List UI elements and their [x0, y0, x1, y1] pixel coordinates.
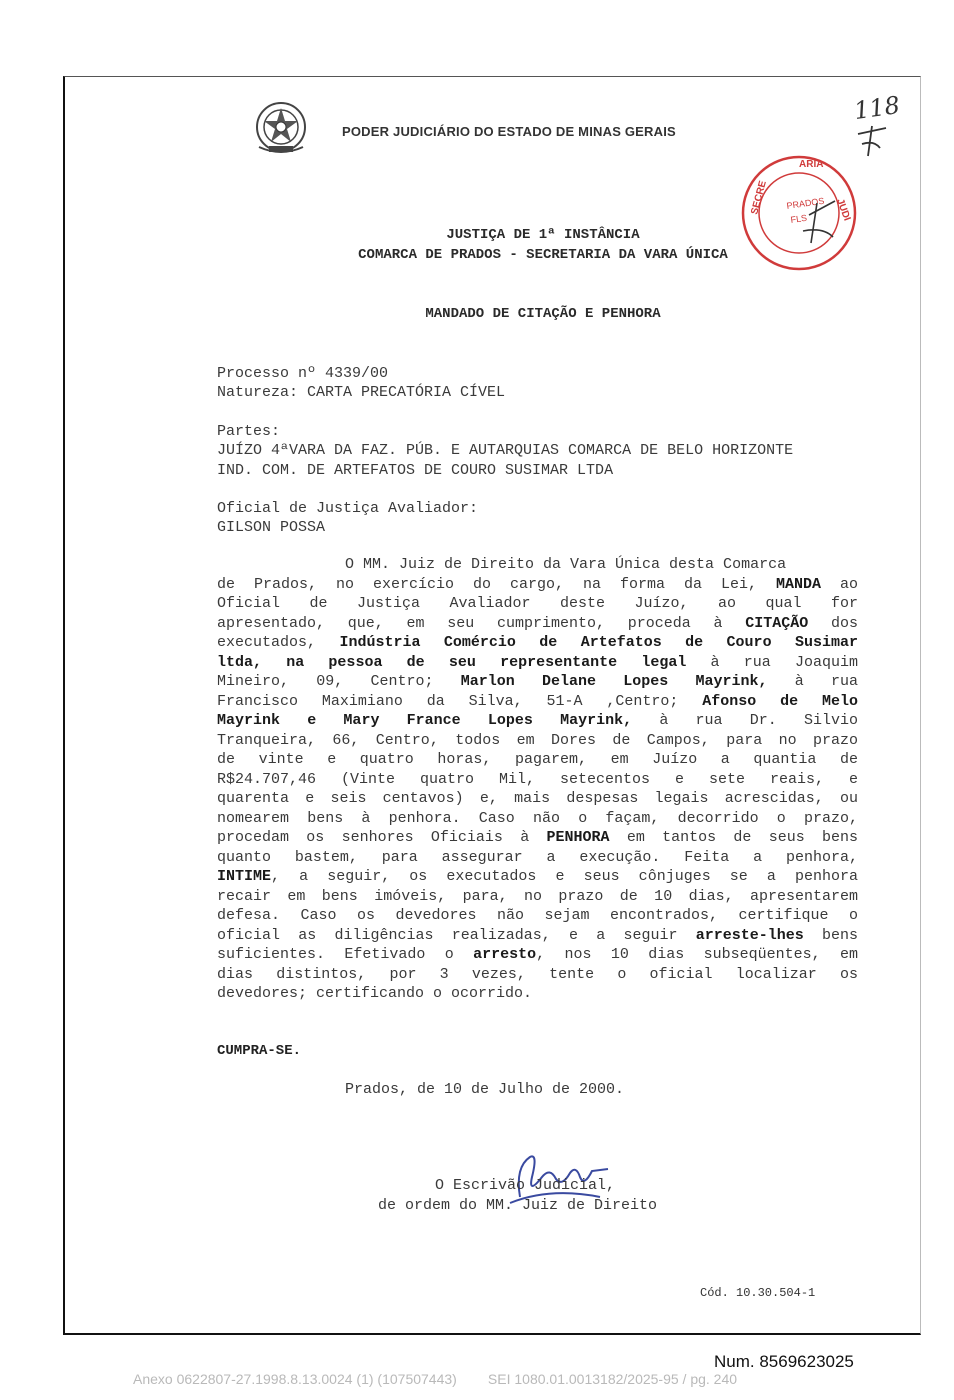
- officer-label: Oficial de Justiça Avaliador:: [217, 500, 479, 517]
- process-nature: Natureza: CARTA PRECATÓRIA CÍVEL: [217, 384, 506, 402]
- body-line: nomearem bens à penhora. Caso não o façam, decorrido o prazo,: [217, 809, 858, 827]
- body-line: defesa. Caso os devedores não sejam encontrados, certifique o: [217, 907, 858, 924]
- svg-text:SECRE: SECRE: [749, 179, 769, 216]
- body-line: dias distintos, por 3 vezes, tente o oficial localizar os: [217, 965, 858, 983]
- officer-name: GILSON POSSA: [217, 519, 326, 537]
- body-line: oficial as diligências realizadas, e a seguir arreste-lhes bens: [217, 926, 858, 944]
- parties-label: Partes:: [217, 423, 281, 440]
- body-line: O MM. Juiz de Direito da Vara Única desta Comarca: [345, 556, 787, 573]
- instance-title: JUSTIÇA DE 1ª INSTÂNCIA: [446, 227, 640, 243]
- body-line: R$24.707,46 (Vinte quatro Mil, setecentos e sete reais, e: [217, 770, 858, 788]
- officer-info: [217, 499, 858, 538]
- svg-text:ARIA: ARIA: [799, 159, 824, 170]
- body-line: Tranqueira, 66, Centro, todos em Dores de Campos, para no prazo: [217, 731, 858, 749]
- document-type-title: MANDADO DE CITAÇÃO E PENHORA: [425, 306, 661, 322]
- body-line: Oficial de Justiça Avaliador deste Juízo, ao qual for: [217, 595, 858, 612]
- party-plaintiff: JUÍZO 4ªVARA DA FAZ. PÚB. E AUTARQUIAS COMARCA DE BELO HORIZONTE: [217, 442, 794, 460]
- form-code: Cód. 10.30.504-1: [700, 1286, 816, 1300]
- body-line: quarenta e seis centavos) e, mais despesas legais acrescidas, ou: [217, 790, 858, 807]
- body-line: devedores; certificando o ocorrido.: [217, 985, 533, 1002]
- court-header: PODER JUDICIÁRIO DO ESTADO DE MINAS GERAIS: [342, 124, 676, 139]
- body-line: Mineiro, 09, Centro; Marlon Delane Lopes Mayrink, à rua: [217, 673, 858, 690]
- document-date: Prados, de 10 de Julho de 2000.: [345, 1081, 625, 1098]
- process-info: [217, 364, 858, 403]
- svg-text:JUDI: JUDI: [834, 197, 853, 223]
- svg-text:PRADOS: PRADOS: [785, 195, 825, 211]
- body-line: INTIME, a seguir, os executados e seus cônjuges se a penhora: [217, 868, 858, 885]
- clerk-order-line: de ordem do MM. Juiz de Direito: [378, 1197, 658, 1214]
- body-line: ltda, na pessoa de seu representante legal à rua Joaquim: [217, 653, 858, 671]
- cumpra-se: CUMPRA-SE.: [217, 1043, 302, 1059]
- process-number: Processo nº 4339/00: [217, 365, 389, 382]
- document-page: [63, 76, 921, 1335]
- body-line: executados, Indústria Comércio de Artefatos de Couro Susimar: [217, 634, 858, 651]
- body-line: apresentado, que, em seu cumprimento, proceda à CITAÇÃO dos: [217, 614, 858, 632]
- body-line: de Prados, no exercício do cargo, na forma da Lei, MANDA ao: [217, 575, 858, 593]
- body-line: Mayrink e Mary France Lopes Mayrink, à rua Dr. Silvio: [217, 712, 858, 729]
- coat-of-arms-icon: [251, 99, 311, 157]
- comarca-title: COMARCA DE PRADOS - SECRETARIA DA VARA ÚNICA: [358, 247, 728, 263]
- body-line: de vinte e quatro horas, pagarem, em Juízo a quantia de: [217, 751, 858, 768]
- body-line: quanto bastem, para assegurar a execução. Feita a penhora,: [217, 848, 858, 866]
- clerk-title: O Escrivão Judicial,: [435, 1177, 616, 1194]
- writ-body: [217, 555, 858, 1004]
- body-line: recair em bens imóveis, para, no prazo de 10 dias, apresentarem: [217, 887, 858, 905]
- parties-info: [217, 422, 858, 480]
- svg-text:FLS: FLS: [789, 212, 808, 225]
- annex-footer: Anexo 0622807-27.1998.8.13.0024 (1) (107507443) SEI 1080.01.0013182/2025-95 / pg. 240: [133, 1371, 738, 1387]
- body-line: Francisco Maximiano da Silva, 51-A ,Centro; Afonso de Melo: [217, 692, 858, 710]
- body-line: suficientes. Efetivado o arresto, nos 10 dias subseqüentes, em: [217, 946, 858, 963]
- body-line: procedam os senhores Oficiais à PENHORA em tantos de seus bens: [217, 829, 858, 846]
- folio-number: 118: [852, 90, 902, 126]
- document-number: Num. 8569623025: [714, 1352, 854, 1371]
- party-defendant: IND. COM. DE ARTEFATOS DE COURO SUSIMAR LTDA: [217, 461, 614, 479]
